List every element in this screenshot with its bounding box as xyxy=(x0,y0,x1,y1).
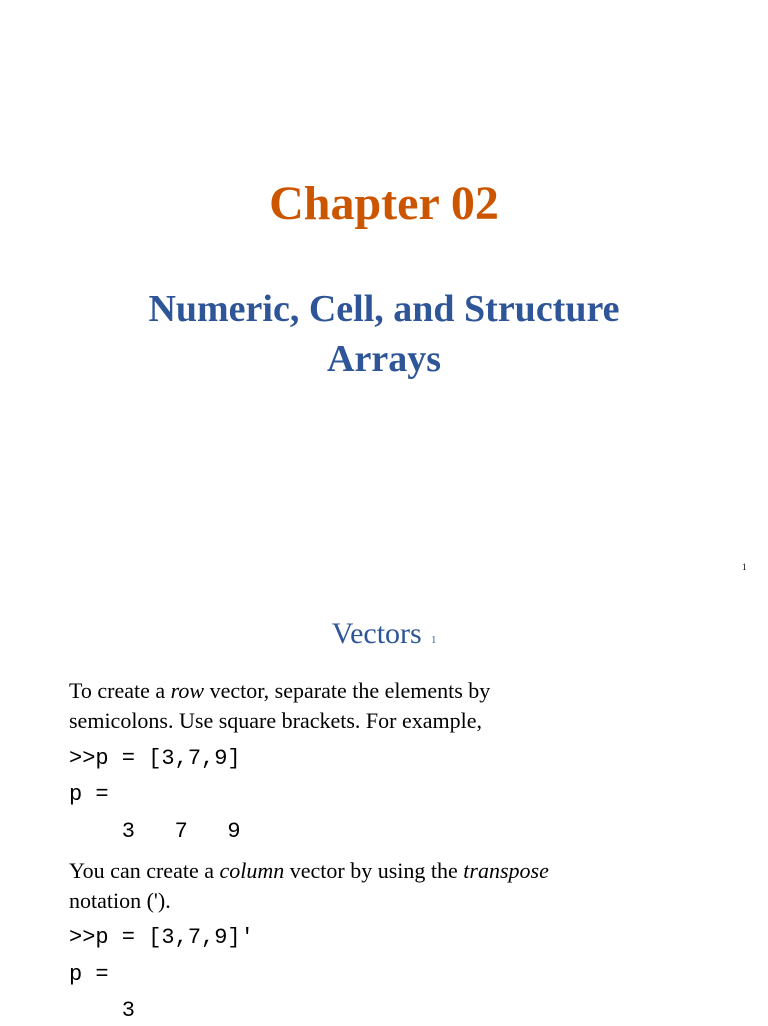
paragraph-line xyxy=(69,676,709,706)
paragraph-row-vector xyxy=(69,676,709,736)
text-run: vector, separate the elements by xyxy=(204,678,491,703)
subtitle-line-1: Numeric, Cell, and Structure xyxy=(148,288,620,330)
code-output-label-2: p = xyxy=(69,962,109,987)
chapter-subtitle xyxy=(0,284,768,384)
text-run: vector by using the xyxy=(284,858,464,883)
emphasis-column: column xyxy=(219,858,285,883)
section-heading-text: Vectors xyxy=(331,617,422,650)
page-number: 1 xyxy=(742,562,747,572)
code-input-1: >>p = [3,7,9] xyxy=(69,746,241,771)
paragraph-column-vector xyxy=(69,856,709,916)
subtitle-line-2: Arrays xyxy=(327,338,441,380)
section-heading-subscript: 1 xyxy=(431,635,437,646)
code-output-label-1: p = xyxy=(69,782,109,807)
code-input-2: >>p = [3,7,9]' xyxy=(69,925,254,950)
paragraph-line: notation ('). xyxy=(69,888,171,913)
chapter-title: Chapter 02 xyxy=(269,177,499,230)
vectors-slide xyxy=(0,584,768,1024)
emphasis-transpose: transpose xyxy=(463,858,549,883)
emphasis-row: row xyxy=(170,678,205,703)
section-heading xyxy=(0,616,768,659)
code-output-values-1: 3 7 9 xyxy=(69,819,241,844)
code-output-value-2: 3 xyxy=(69,998,136,1023)
paragraph-line: semicolons. Use square brackets. For example, xyxy=(69,708,482,733)
paragraph-line xyxy=(69,856,709,886)
text-run: To create a xyxy=(69,678,171,703)
text-run: You can create a xyxy=(69,858,220,883)
